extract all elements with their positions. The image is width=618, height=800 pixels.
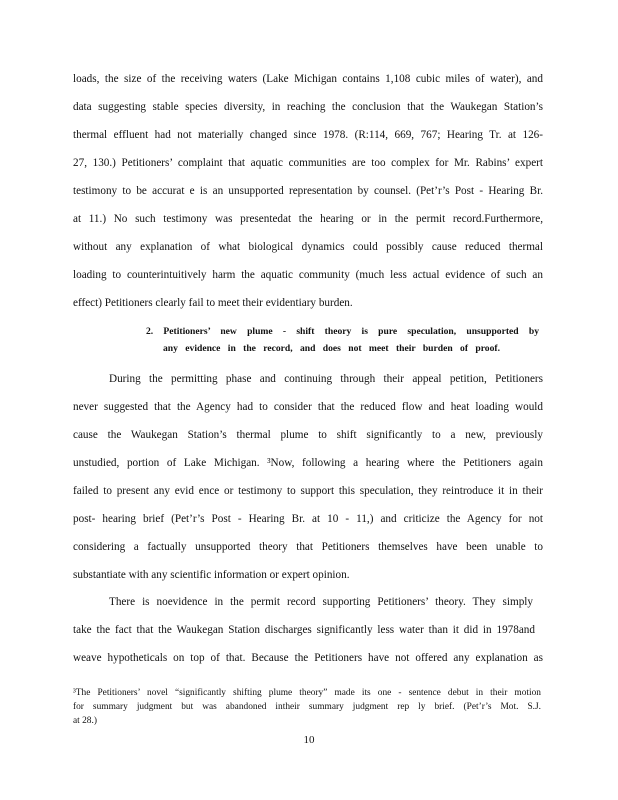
heading-line: any evidence in the record, and does not meet their burden of proof.: [163, 343, 500, 354]
text-line: There is noevidence in the permit record supporting Petitioners’ theory. They simply: [109, 596, 533, 608]
text-line: 27, 130.) Petitioners’ complaint that aquatic communities are too complex for Mr. Rabins’ expert: [73, 157, 543, 169]
footnote-line: at 28.): [73, 716, 97, 726]
text-line: failed to present any evid ence or testimony to support this speculation, they reintroduce it in their: [73, 485, 543, 497]
text-line: substantiate with any scientific information or expert opinion.: [73, 569, 350, 581]
text-line: During the permitting phase and continuing through their appeal petition, Petitioners: [109, 373, 543, 385]
text-line: unstudied, portion of Lake Michigan. ³Now, following a hearing where the Petitioners again: [73, 457, 543, 469]
text-line: at 11.) No such testimony was presentedat the hearing or in the permit record.Furthermore,: [73, 213, 543, 225]
text-line: weave hypotheticals on top of that. Because the Petitioners have not offered any explanation as: [73, 652, 543, 664]
footnote-line: ³The Petitioners’ novel “significantly shifting plume theory” made its one - sentence debut in their motion: [73, 688, 541, 698]
text-line: cause the Waukegan Station’s thermal plume to shift significantly to a new, previously: [73, 429, 543, 441]
page-number: 10: [303, 734, 315, 746]
text-line: post- hearing brief (Pet’r’s Post - Hearing Br. at 10 - 11,) and criticize the Agency for not: [73, 513, 543, 525]
text-line: without any explanation of what biological dynamics could possibly cause reduced thermal: [73, 241, 543, 253]
text-line: thermal effluent had not materially changed since 1978. (R:114, 669, 767; Hearing Tr. at 126-: [73, 129, 543, 141]
text-line: effect) Petitioners clearly fail to meet their evidentiary burden.: [73, 297, 353, 309]
footnote-line: for summary judgment but was abandoned intheir summary judgment rep ly brief. (Pet’r’s Mot. S.J.: [73, 702, 541, 712]
text-line: loading to counterintuitively harm the aquatic community (much less actual evidence of such an: [73, 269, 543, 281]
text-line: data suggesting stable species diversity, in reaching the conclusion that the Waukegan Station’s: [73, 101, 543, 113]
text-line: never suggested that the Agency had to consider that the reduced flow and heat loading would: [73, 401, 543, 413]
text-line: testimony to be accurat e is an unsupported representation by counsel. (Pet’r’s Post - Hearing Br.: [73, 185, 543, 197]
text-line: loads, the size of the receiving waters (Lake Michigan contains 1,108 cubic miles of water), and: [73, 73, 543, 85]
text-line: considering a factually unsupported theory that Petitioners themselves have been unable to: [73, 541, 543, 553]
heading-line: 2. Petitioners’ new plume - shift theory is pure speculation, unsupported by: [146, 326, 539, 337]
text-line: take the fact that the Waukegan Station discharges significantly less water than it did in 1978and: [73, 624, 535, 636]
